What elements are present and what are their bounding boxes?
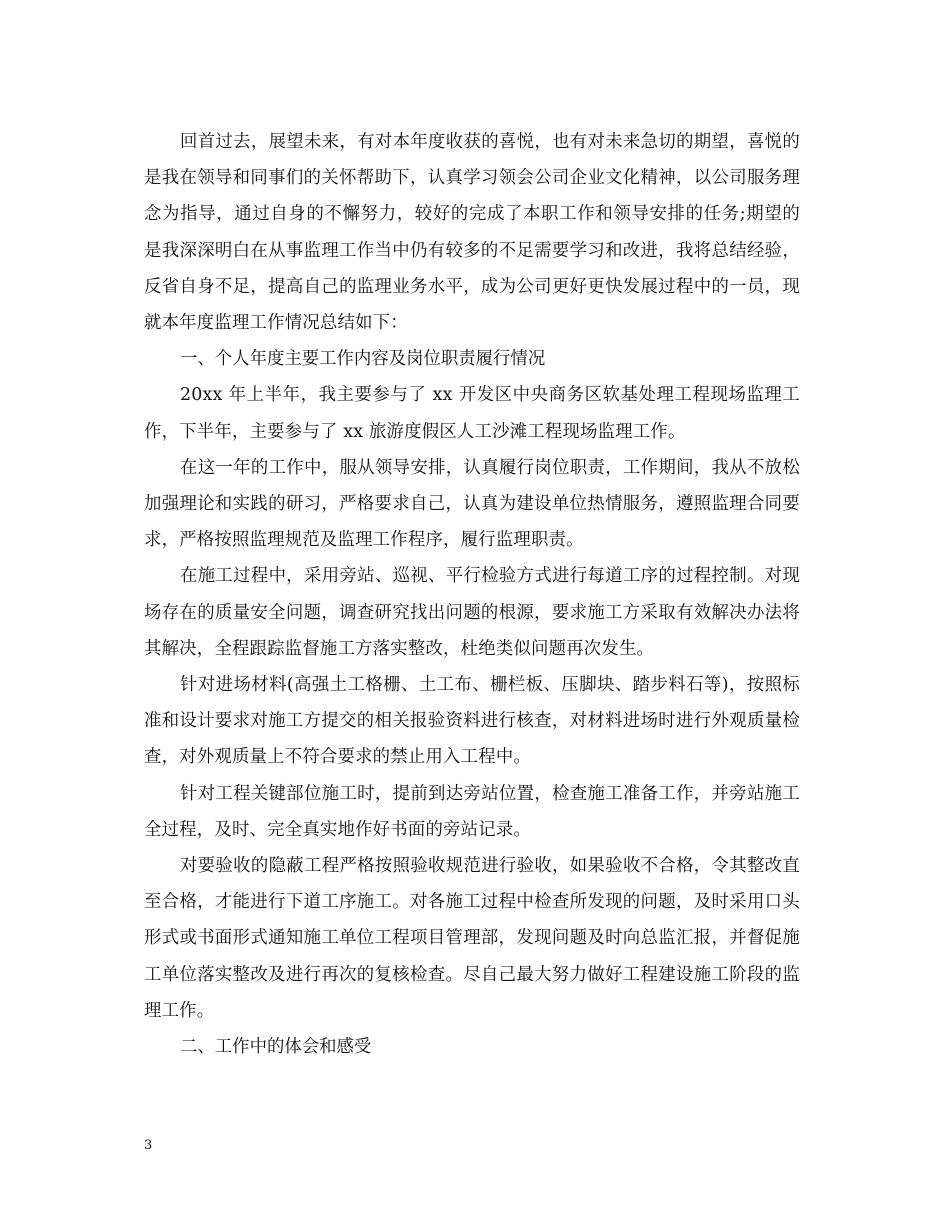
paragraph-duties: 在这一年的工作中，服从领导安排，认真履行岗位职责，工作期间，我从不放松加强理论和实践的研习，严格要求自己，认真为建设单位热情服务，遵照监理合同要求，严格按照监理规范及监理工作程序，履行监理职责。 [144, 457, 800, 551]
paragraph-process-control: 在施工过程中，采用旁站、巡视、平行检验方式进行每道工序的过程控制。对现场存在的质量安全问题，调查研究找出问题的根源，要求施工方采取有效解决办法将其解决，全程跟踪监督施工方落实整改，杜绝类似问题再次发生。 [144, 566, 800, 659]
paragraph-key-parts: 针对工程关键部位施工时，提前到达旁站位置，检查施工准备工作，并旁站施工全过程，及时、完全真实地作好书面的旁站记录。 [144, 783, 800, 840]
page-number: 3 [144, 1138, 153, 1153]
paragraph-acceptance: 对要验收的隐蔽工程严格按照验收规范进行验收，如果验收不合格，令其整改直至合格，才能进行下道工序施工。对各施工过程中检查所发现的问题，及时采用口头形式或书面形式通知施工单位工程项目管理部，发现问题及时向总监汇报，并督促施工单位落实整改及进行再次的复核检查。尽自己最大努力做好工程建设施工阶段的监理工作。 [144, 856, 800, 1021]
paragraph-intro: 回首过去，展望未来，有对本年度收获的喜悦，也有对未来急切的期望，喜悦的是我在领导和同事们的关怀帮助下，认真学习领会公司企业文化精神，以公司服务理念为指导，通过自身的不懈努力，较好的完成了本职工作和领导安排的任务;期望的是我深深明白在从事监理工作当中仍有较多的不足需要学习和改进，我将总结经验，反省自身不足，提高自己的监理业务水平，成为公司更好更快发展过程中的一员，现就本年度监理工作情况总结如下： [144, 132, 800, 334]
section-heading-1: 一、个人年度主要工作内容及岗位职责履行情况 [180, 349, 546, 370]
paragraph-projects: 20xx 年上半年，我主要参与了 xx 开发区中央商务区软基处理工程现场监理工作，下半年，主要参与了 xx 旅游度假区人工沙滩工程现场监理工作。 [144, 385, 800, 442]
paragraph-materials: 针对进场材料(高强土工格栅、土工布、栅栏板、压脚块、踏步料石等)，按照标准和设计要求对施工方提交的相关报验资料进行核查，对材料进场时进行外观质量检查，对外观质量上不符合要求的禁止用入工程中。 [144, 675, 800, 768]
section-heading-2: 二、工作中的体会和感受 [180, 1037, 372, 1058]
document-body [144, 124, 800, 1065]
